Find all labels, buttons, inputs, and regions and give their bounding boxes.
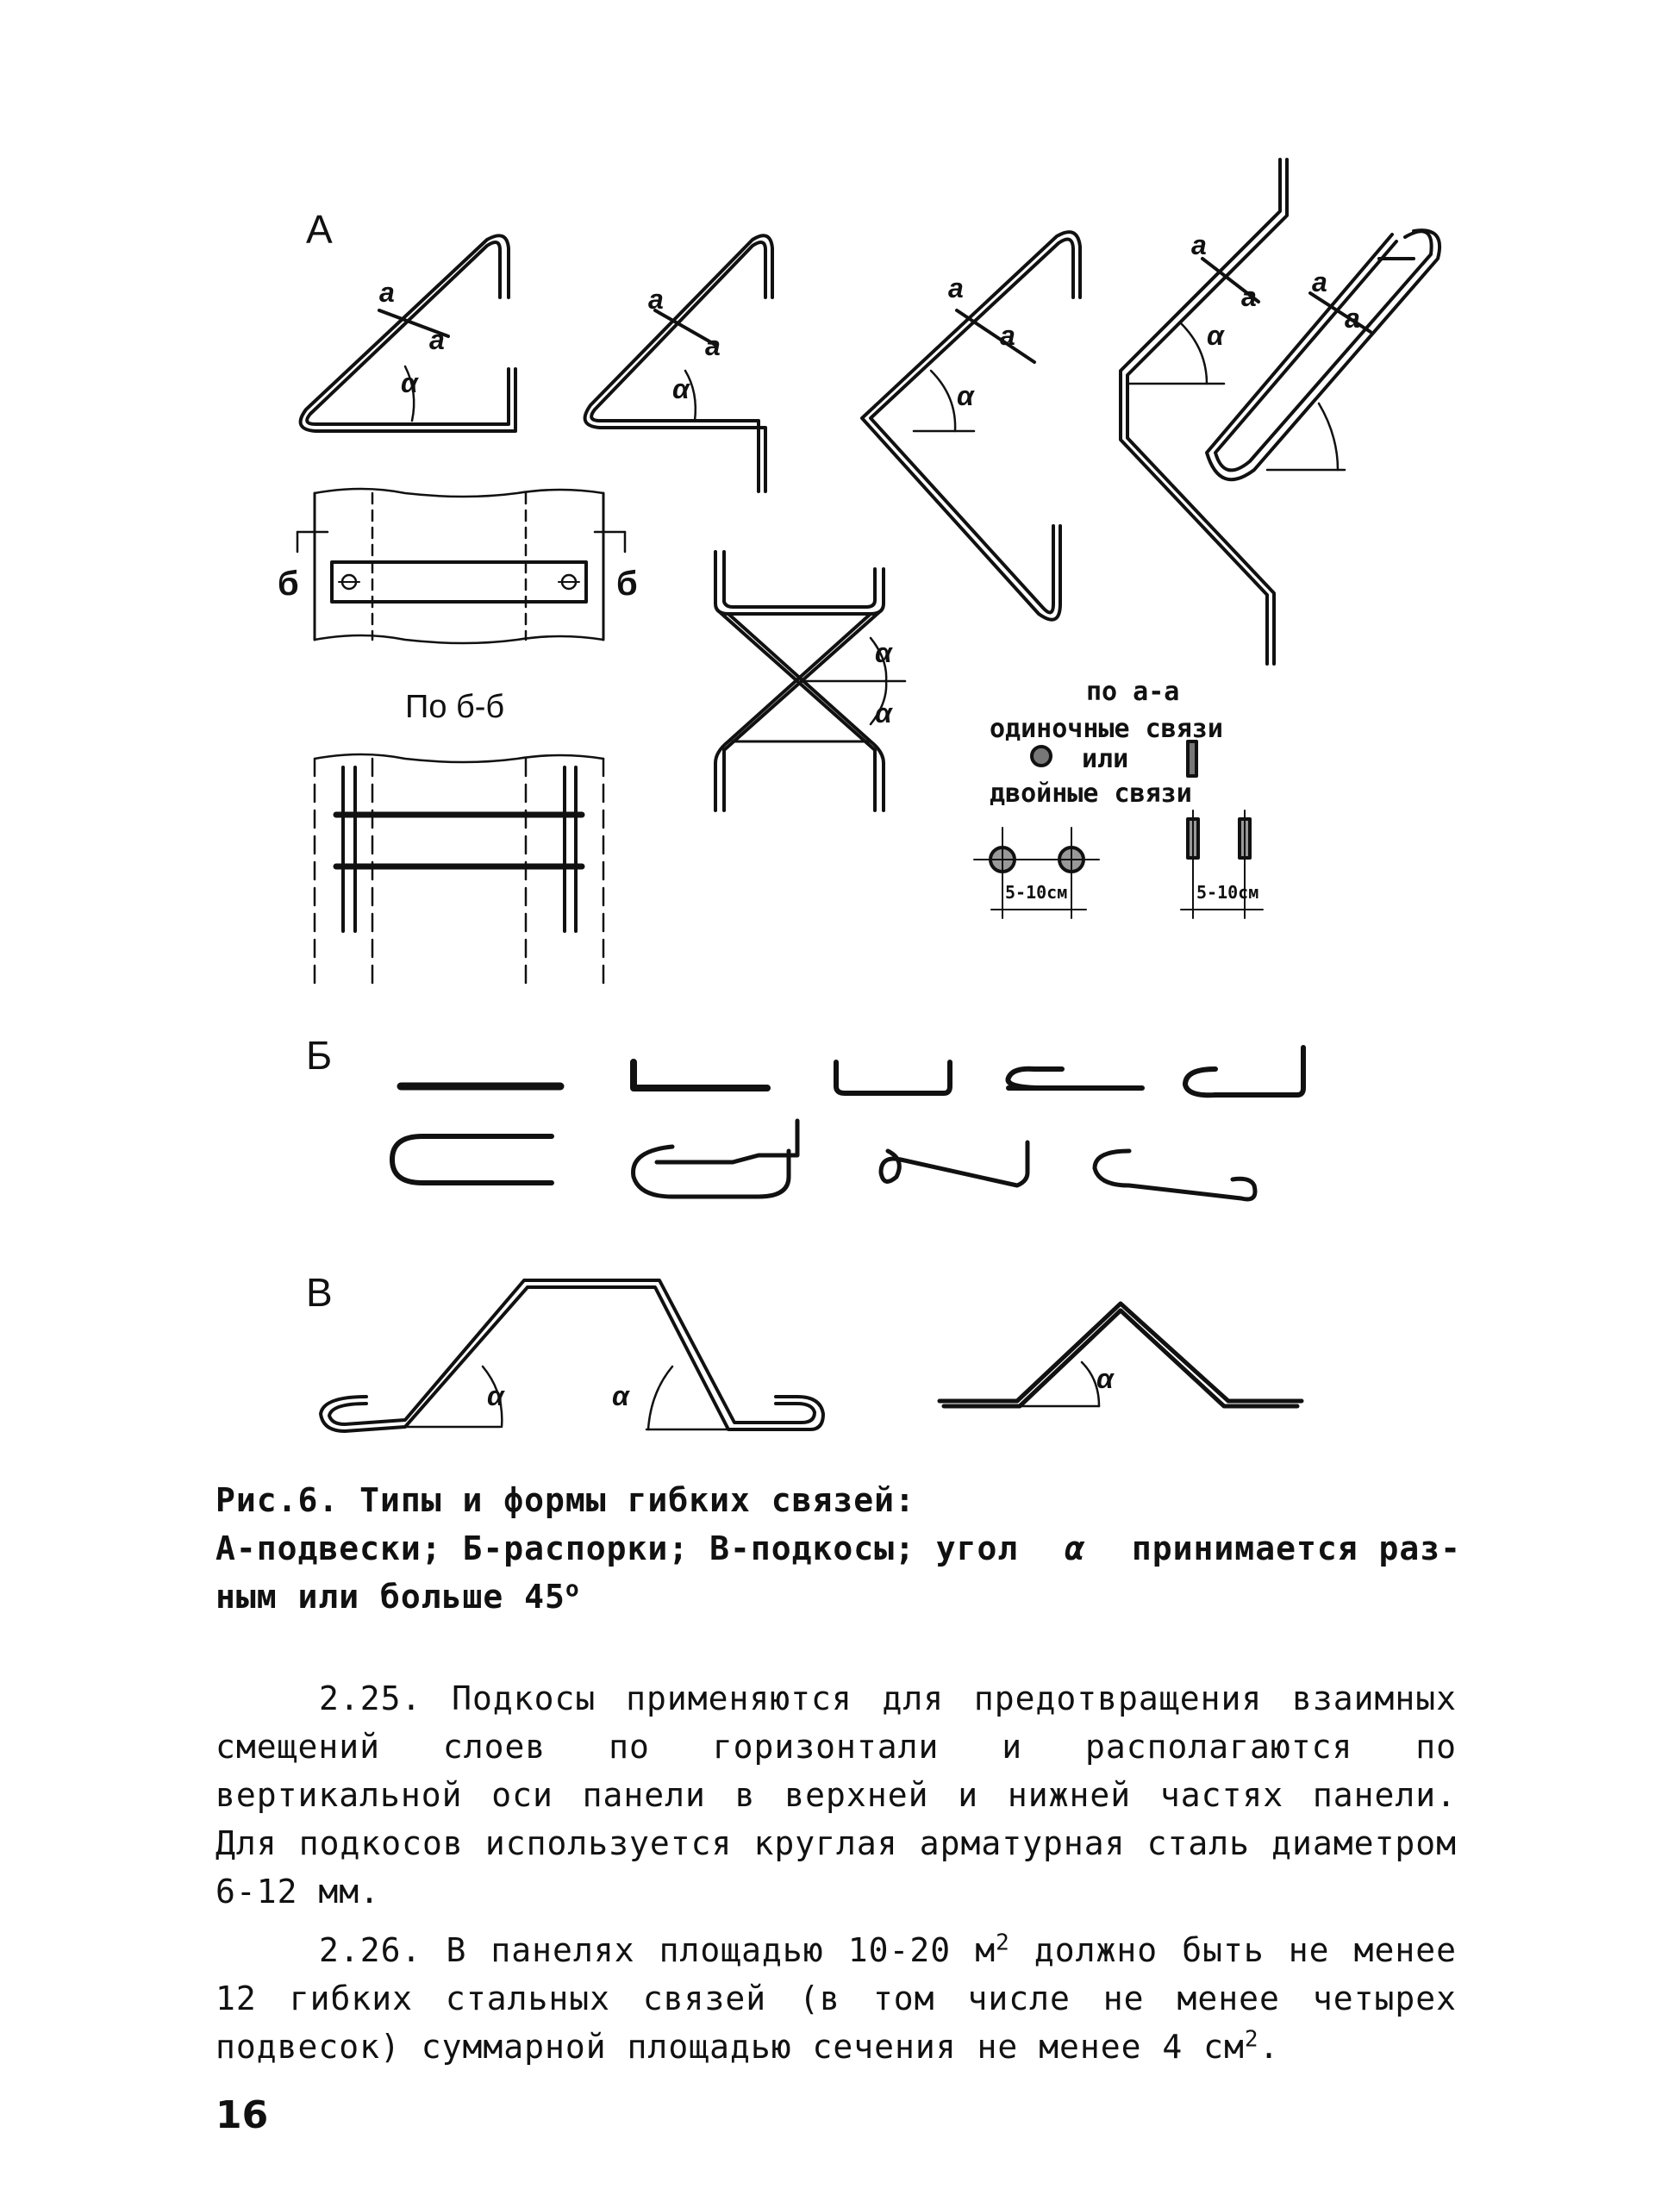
figure-caption <box>215 1476 1474 1621</box>
x-hanger-shape <box>715 552 905 810</box>
angle-label: α <box>487 1380 504 1411</box>
paragraph-2-26: 2.26. В панелях площадью 10-20 $м^2$ должно быть не менее 12 гибких стальных связей (в том числе не менее четырех подвесок) суммарной площадью сечения не менее 4 $см^2$. <box>215 1929 1458 2066</box>
hanger-shape-1 <box>301 235 515 431</box>
spacer-shapes-row-1 <box>401 1048 1303 1095</box>
or-label: или <box>1082 744 1129 774</box>
body-text <box>215 1674 1457 2071</box>
label-b: Б <box>306 1033 333 1078</box>
section-mark-a: а <box>1000 320 1015 351</box>
plan-view <box>297 489 625 643</box>
caption-line-1: Рис.6. Типы и формы гибких связей: <box>215 1481 915 1519</box>
angle-label: α <box>1096 1363 1114 1394</box>
label-v: В <box>306 1270 333 1315</box>
double-links-label: двойные связи <box>990 779 1192 809</box>
spacing-label-left: 5-10см <box>1005 882 1068 903</box>
paragraph-2-25: 2.25. Подкосы применяются для предотвращения взаимных смещений слоев по горизонтали и располагаются по вертикальной оси панели в верхней и нижней частях панели. Для подкосов используется круглая арматурная сталь диаметром 6-12 мм. <box>215 1679 1457 1911</box>
section-aa-title: по а-а <box>1086 677 1180 707</box>
caption-line-2-part-1: А-подвески; Б-распорки; В-подкосы; угол <box>215 1529 1019 1567</box>
spacing-label-right: 5-10см <box>1196 882 1259 903</box>
brace-shape-1 <box>321 1280 823 1431</box>
hanger-shape-3 <box>862 232 1080 620</box>
section-mark-a: а <box>1345 303 1360 334</box>
section-mark-a: а <box>1191 229 1207 260</box>
angle-label: α <box>1207 320 1224 351</box>
angle-label: α <box>672 373 690 404</box>
cut-mark-b-right: б <box>616 565 638 603</box>
cut-mark-b-left: б <box>278 565 299 603</box>
section-mark-a: а <box>429 324 445 355</box>
angle-label: α <box>957 380 974 411</box>
section-bb-view <box>315 754 603 983</box>
hanger-shape-2 <box>585 235 772 491</box>
label-a: А <box>306 207 333 252</box>
degree-mark: о <box>565 1576 580 1603</box>
section-mark-a: а <box>1241 281 1257 312</box>
angle-label: α <box>875 697 892 729</box>
caption-line-2 <box>215 1524 1474 1573</box>
page-number: 16 <box>215 2093 269 2137</box>
section-mark-a: а <box>379 277 395 308</box>
section-mark-a: а <box>705 330 721 361</box>
caption-line-2-part-2: принимается раз- <box>1131 1529 1461 1567</box>
section-mark-a: а <box>1312 266 1327 297</box>
single-links-label: одиночные связи <box>990 714 1223 744</box>
section-mark-a: а <box>948 272 964 303</box>
caption-line-3: ным или больше $45^о$ <box>215 1576 580 1616</box>
angle-label: α <box>875 637 892 668</box>
angle-label: α <box>612 1380 629 1411</box>
brace-shape-2 <box>940 1304 1302 1406</box>
angle-label: α <box>401 367 418 398</box>
caption-alpha: α <box>1065 1529 1086 1567</box>
section-bb-label: По б-б <box>405 689 505 725</box>
section-mark-a: а <box>648 284 664 315</box>
spacer-shapes-row-2 <box>392 1121 1255 1199</box>
